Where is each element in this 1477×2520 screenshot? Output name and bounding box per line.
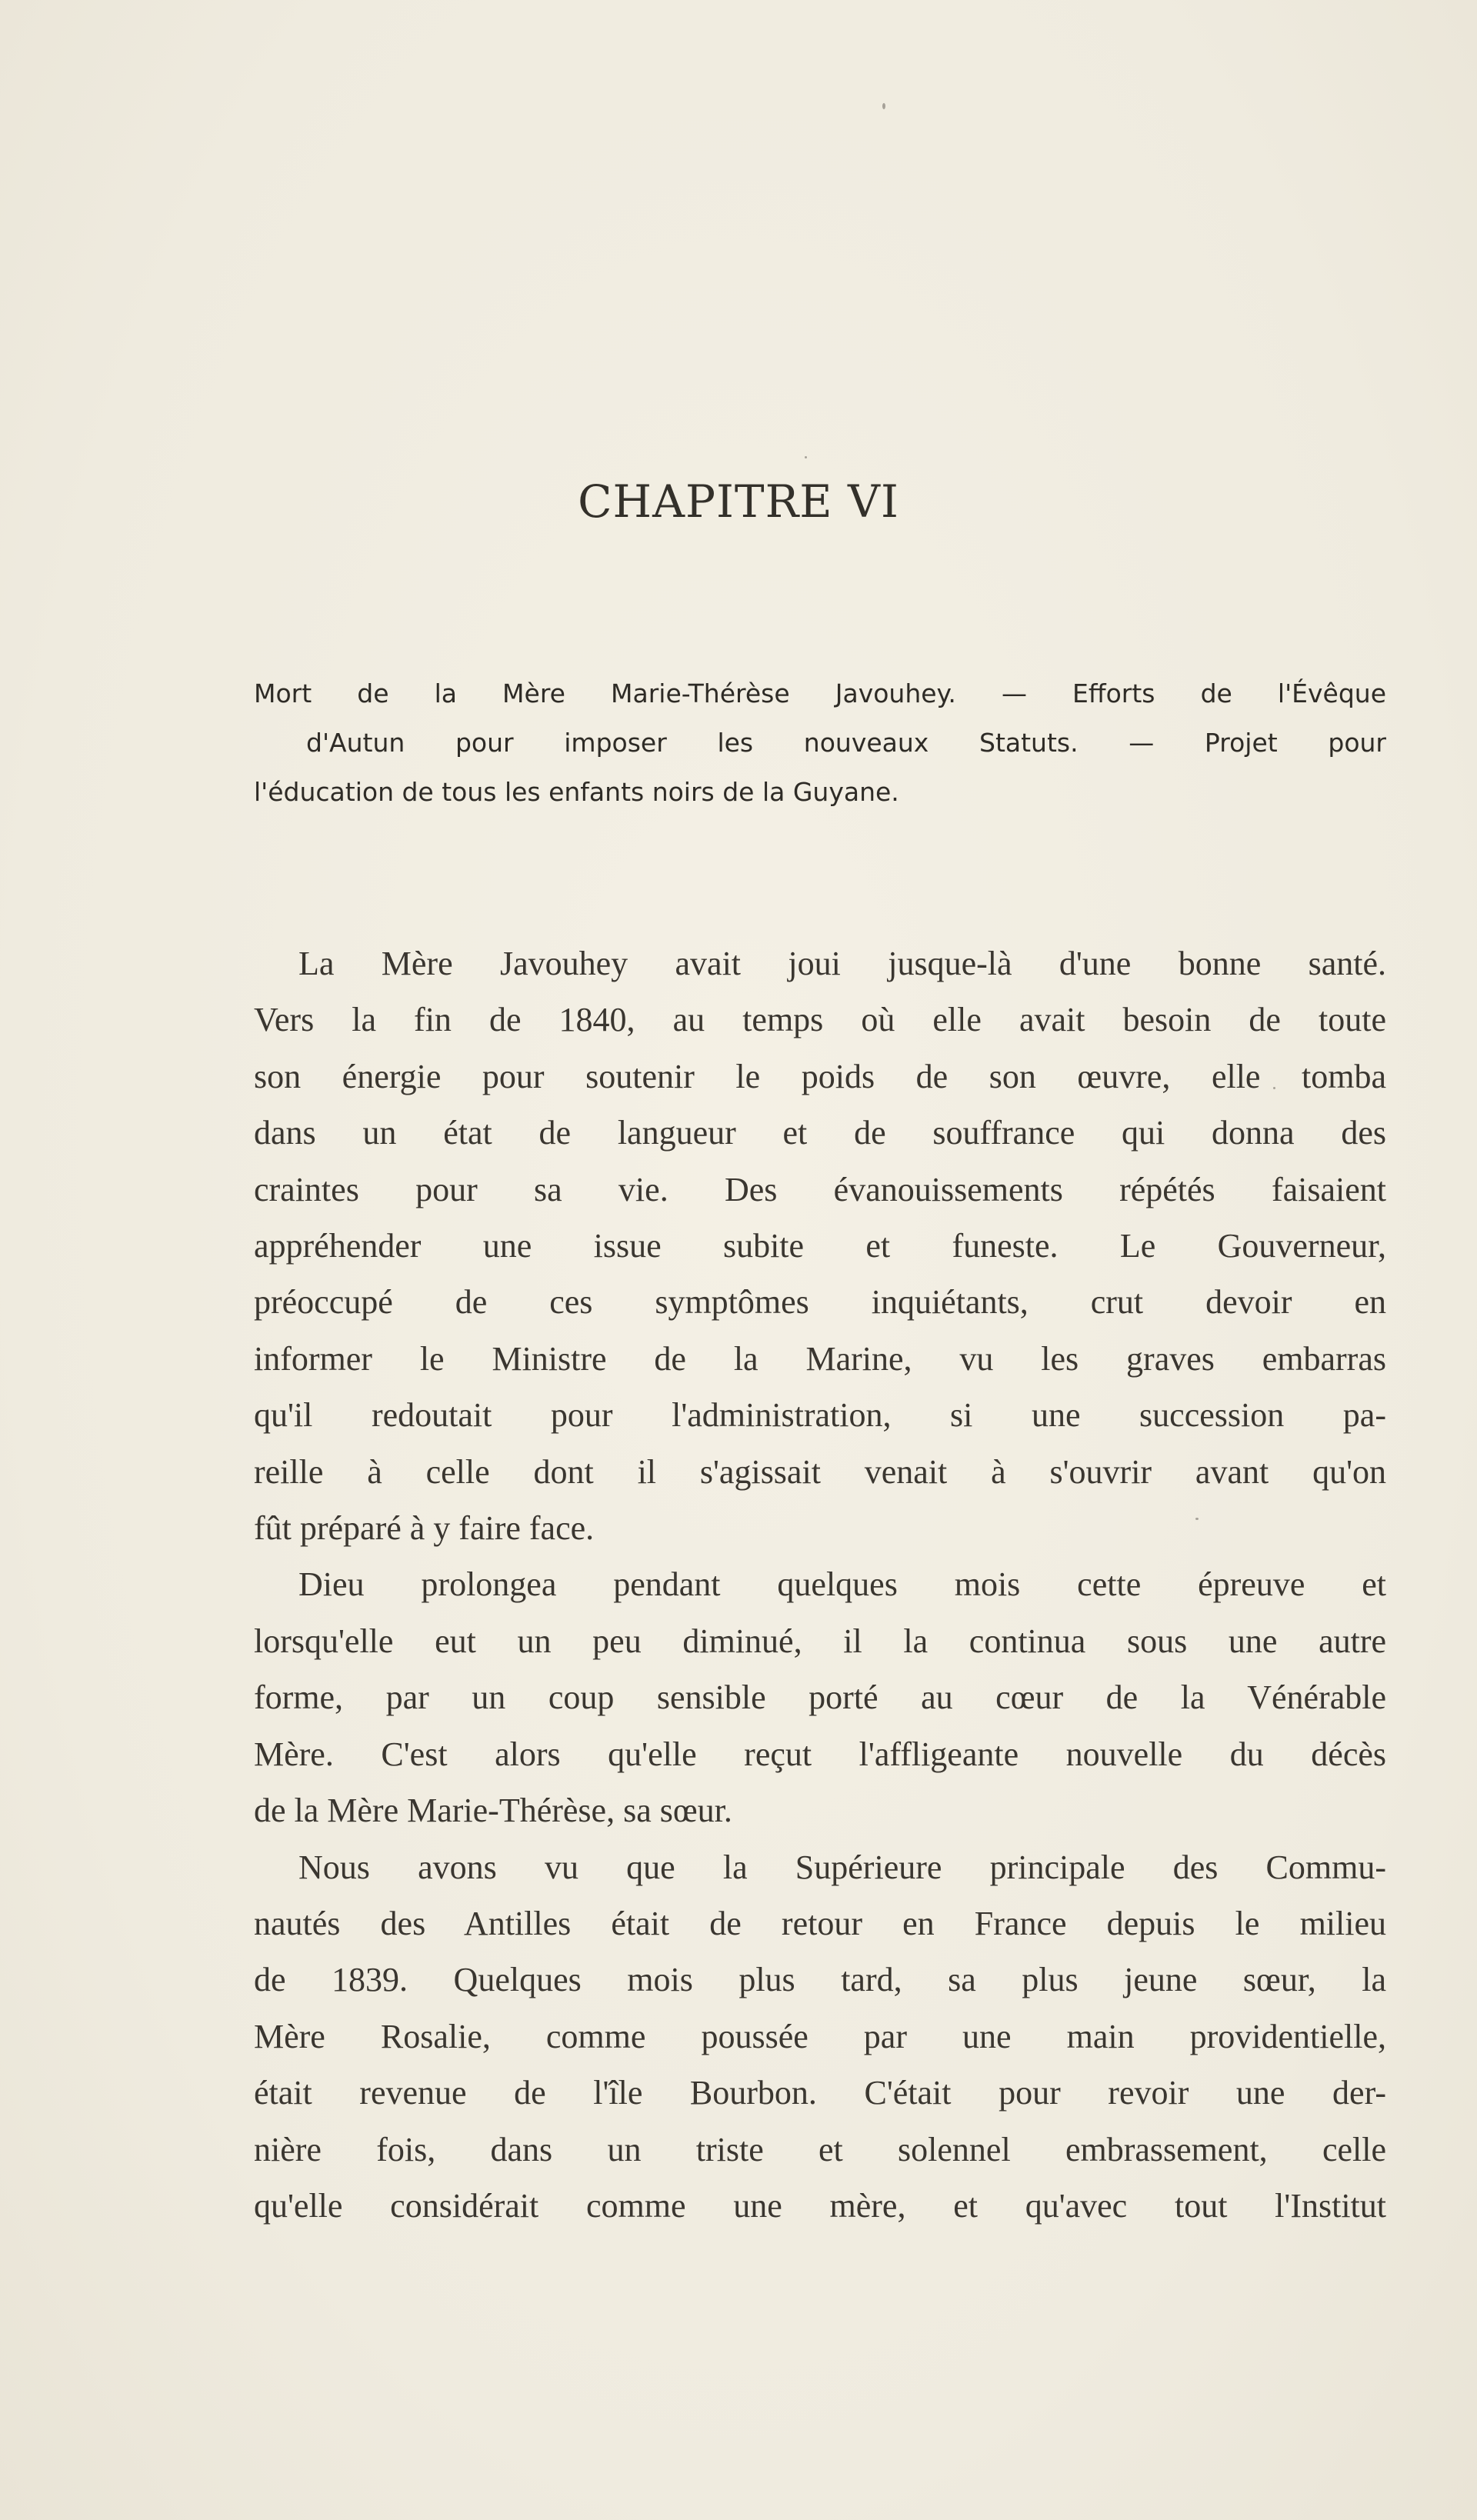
text-line: était revenue de l'île Bourbon. C'était pour revoir une der- xyxy=(254,2074,1386,2112)
summary-line: Mort de la Mère Marie-Thérèse Javouhey. — Efforts de l'Évêque xyxy=(254,678,1386,708)
text-line: de la Mère Marie-Thérèse, sa sœur. xyxy=(254,1792,732,1830)
text-line: préoccupé de ces symptômes inquiétants, crut devoir en xyxy=(254,1283,1386,1322)
text-line: forme, par un coup sensible porté au cœur de la Vénérable xyxy=(254,1678,1386,1717)
summary-line: d'Autun pour imposer les nouveaux Statuts. — Projet pour xyxy=(306,728,1386,758)
text-line: qu'elle considérait comme une mère, et qu'avec tout l'Institut xyxy=(254,2186,1386,2225)
summary-line: l'éducation de tous les enfants noirs de la Guyane. xyxy=(254,777,899,807)
text-line: Vers la fin de 1840, au temps où elle avait besoin de toute xyxy=(254,1001,1386,1039)
text-line: fût préparé à y faire face. xyxy=(254,1509,595,1548)
chapter-title: CHAPITRE VI xyxy=(578,475,899,528)
text-line: son énergie pour soutenir le poids de son œuvre, elle tomba xyxy=(254,1057,1386,1095)
text-line: Mère. C'est alors qu'elle reçut l'affligeante nouvelle du décès xyxy=(254,1735,1386,1773)
text-line: craintes pour sa vie. Des évanouissements répétés faisaient xyxy=(254,1170,1386,1208)
text-line: reille à celle dont il s'agissait venait à s'ouvrir avant qu'on xyxy=(254,1452,1386,1491)
text-line: de 1839. Quelques mois plus tard, sa plus jeune sœur, la xyxy=(254,1961,1386,1999)
text-line: qu'il redoutait pour l'administration, si une succession pa- xyxy=(254,1396,1386,1435)
body-text xyxy=(254,935,1386,2234)
text-line: La Mère Javouhey avait joui jusque-là d'une bonne santé. xyxy=(298,945,1386,982)
text-line: lorsqu'elle eut un peu diminué, il la continua sous une autre xyxy=(254,1622,1386,1660)
text-line: informer le Ministre de la Marine, vu les graves embarras xyxy=(254,1339,1386,1378)
text-line: appréhender une issue subite et funeste. Le Gouverneur, xyxy=(254,1227,1386,1265)
text-line: nière fois, dans un triste et solennel embrassement, celle xyxy=(254,2130,1386,2168)
text-line: Dieu prolongea pendant quelques mois cette épreuve et xyxy=(298,1565,1386,1604)
text-line: nautés des Antilles était de retour en France depuis le milieu xyxy=(254,1904,1386,1942)
chapter-summary xyxy=(254,669,1386,817)
text-line: Nous avons vu que la Supérieure principale des Commu- xyxy=(298,1848,1386,1886)
text-line: Mère Rosalie, comme poussée par une main providentielle, xyxy=(254,2017,1386,2055)
text-line: dans un état de langueur et de souffrance qui donna des xyxy=(254,1114,1386,1152)
